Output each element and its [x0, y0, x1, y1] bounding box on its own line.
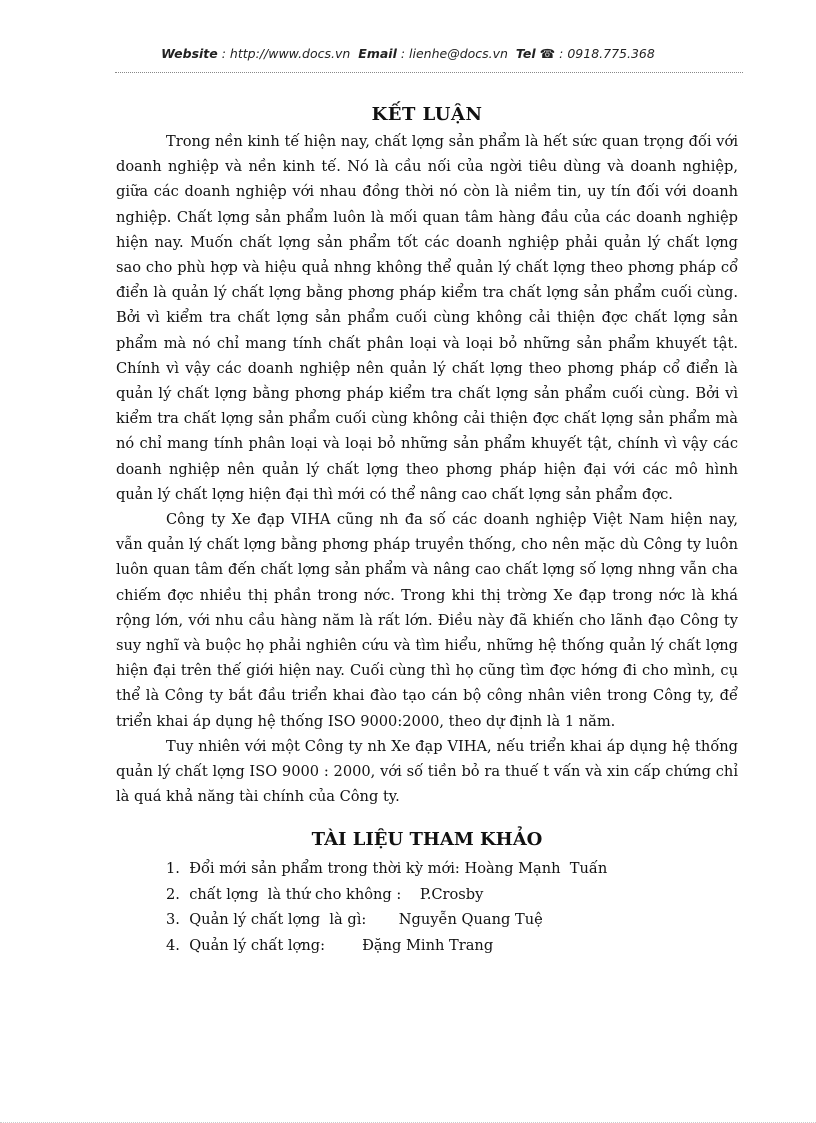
- document-body: [116, 104, 738, 958]
- email-label: Email: [358, 46, 397, 61]
- phone-icon: ☎: [539, 46, 556, 61]
- reference-item: 3. Quản lý chất lợng là gì: Nguyễn Quang Tuệ: [166, 911, 543, 929]
- reference-item: 4. Quản lý chất lợng: Đặng Minh Trang: [166, 936, 494, 954]
- conclusion-paragraph-2: Công ty Xe đạp VIHA cũng nh đa số các doanh nghiệp Việt Nam hiện nay, vẫn quản lý chất lợng bằng phơng pháp truyền thống, cho nên mặc dù Công ty luôn luôn quan tâm đến chất lợng sản phẩm và nâng cao chất lợng số lợng nhng vẫn cha chiếm đợc nhiều thị phần trong nớc. Trong khi thị trờng Xe đạp trong nớc là khá rộng lớn, với nhu cầu hàng năm là rất lớn. Điều này đã khiến cho lãnh đạo Công ty suy nghĩ và buộc họ phải nghiên cứu và tìm hiểu, những hệ thống quản lý chất lợng hiện đại trên thế giới hiện nay. Cuối cùng thì họ cũng tìm đợc hớng đi cho mình, cụ thể là Công ty bắt đầu triển khai đào tạo cán bộ công nhân viên trong Công ty, để triển khai áp dụng hệ thống ISO 9000:2000, theo dự định là 1 năm.: [116, 511, 738, 730]
- tel-value: 0918.775.368: [567, 46, 655, 61]
- page-header: Website : http://www.docs.vn Email : lienhe@docs.vn Tel ☎ : 0918.775.368: [161, 46, 655, 61]
- reference-item: 1. Đổi mới sản phẩm trong thời kỳ mới: Hoàng Mạnh Tuấn: [166, 860, 608, 878]
- reference-item: 2. chất lợng là thứ cho không : P.Crosby: [166, 885, 484, 903]
- conclusion-paragraph-1: Trong nền kinh tế hiện nay, chất lợng sản phẩm là hết sức quan trọng đối với doanh nghiệp và nền kinh tế. Nó là cầu nối của ngời tiêu dùng và doanh nghiệp, giữa các doanh nghiệp với nhau đồng thời nó còn là niềm tin, uy tín đối với doanh nghiệp. Chất lợng sản phẩm luôn là mối quan tâm hàng đầu của các doanh nghiệp hiện nay. Muốn chất lợng sản phẩm tốt các doanh nghiệp phải quản lý chất lợng sao cho phù hợp và hiệu quả nhng không thể quản lý chất lợng theo phơng pháp cổ điển là quản lý chất lợng bằng phơng pháp kiểm tra chất lợng sản phẩm cuối cùng. Bởi vì kiểm tra chất lợng sản phẩm cuối cùng không cải thiện đợc chất lợng sản phẩm mà nó chỉ mang tính chất phân loại và loại bỏ những sản phẩm khuyết tật. Chính vì vậy các doanh nghiệp nên quản lý chất lợng theo phơng pháp cổ điển là quản lý chất lợng bằng phơng pháp kiểm tra chất lợng sản phẩm cuối cùng. Bởi vì kiểm tra chất lợng sản phẩm cuối cùng không cải thiện đợc chất lợng sản phẩm mà nó chỉ mang tính phân loại và loại bỏ những sản phẩm khuyết tật, chính vì vậy các doanh nghiệp nên quản lý chất lợng theo phơng pháp hiện đại với các mô hình quản lý chất lợng hiện đại thì mới có thể nâng cao chất lợng sản phẩm đợc.: [116, 133, 738, 503]
- header-divider: [115, 72, 743, 73]
- references-list: [116, 856, 738, 958]
- website-label: Website: [161, 46, 218, 61]
- tel-label: Tel: [515, 46, 536, 61]
- conclusion-paragraph-3: Tuy nhiên với một Công ty nh Xe đạp VIHA, nếu triển khai áp dụng hệ thống quản lý chất lợng ISO 9000 : 2000, với số tiền bỏ ra thuế t vấn và xin cấp chứng chỉ là quá khả năng tài chính của Công ty.: [116, 737, 738, 806]
- email-value[interactable]: lienhe@docs.vn: [409, 46, 508, 61]
- references-title: TÀI LIỆU THAM KHẢO: [311, 829, 543, 851]
- website-value[interactable]: http://www.docs.vn: [229, 46, 351, 61]
- conclusion-title: KẾT LUẬN: [371, 104, 483, 125]
